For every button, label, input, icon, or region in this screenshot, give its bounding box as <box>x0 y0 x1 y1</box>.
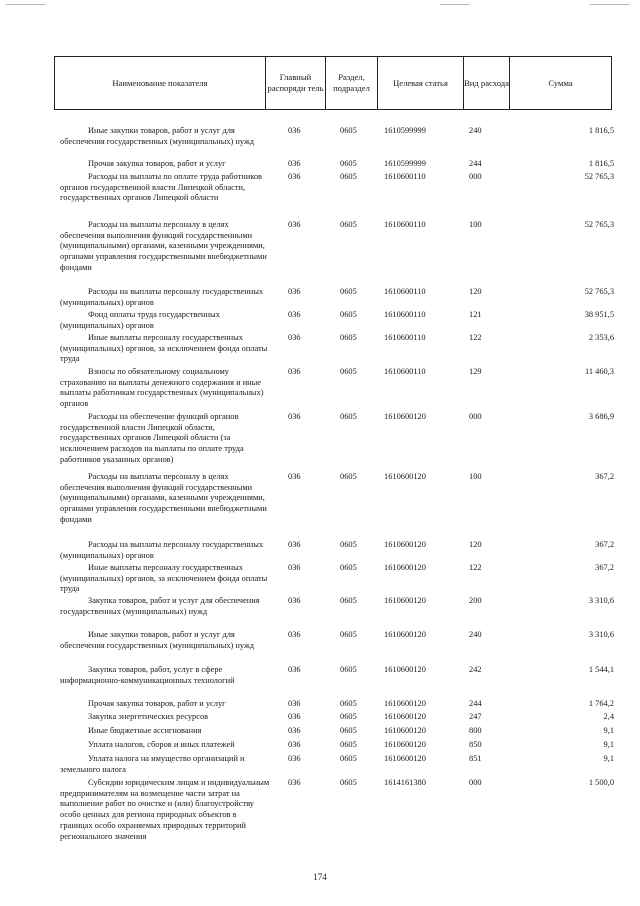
row-vr: 000 <box>469 778 482 787</box>
row-cs: 1610600120 <box>384 540 426 549</box>
row-sum: 9,1 <box>603 740 614 749</box>
row-sum: 3 310,6 <box>588 630 614 639</box>
row-name: Прочая закупка товаров, работ и услуг <box>88 699 226 708</box>
row-cs: 1610599999 <box>384 126 426 135</box>
row-cs: 1610600110 <box>384 287 426 296</box>
row-sum: 9,1 <box>603 754 614 763</box>
row-grbs: 036 <box>288 126 301 135</box>
header-vr: Вид расхода <box>464 57 510 109</box>
row-razdel: 0605 <box>340 287 357 296</box>
row-sum: 367,2 <box>595 563 614 572</box>
scan-artifact <box>590 4 630 5</box>
row-vr: 000 <box>469 412 482 421</box>
row-grbs: 036 <box>288 630 301 639</box>
row-vr: 244 <box>469 159 482 168</box>
row-razdel: 0605 <box>340 726 357 735</box>
row-razdel: 0605 <box>340 472 357 481</box>
row-grbs: 036 <box>288 754 301 763</box>
row-grbs: 036 <box>288 472 301 481</box>
row-vr: 000 <box>469 172 482 181</box>
header-cs: Целевая статья <box>378 57 464 109</box>
row-vr: 240 <box>469 630 482 639</box>
row-razdel: 0605 <box>340 665 357 674</box>
row-cs: 1610599999 <box>384 159 426 168</box>
row-vr: 244 <box>469 699 482 708</box>
row-cs: 1610600120 <box>384 630 426 639</box>
row-razdel: 0605 <box>340 778 357 787</box>
row-name: Расходы на выплаты персоналу государственных (муниципальных) органов <box>60 287 264 307</box>
row-cs: 1610600120 <box>384 596 426 605</box>
row-cs: 1610600110 <box>384 220 426 229</box>
row-vr: 240 <box>469 126 482 135</box>
row-razdel: 0605 <box>340 310 357 319</box>
row-vr: 120 <box>469 540 482 549</box>
row-vr: 850 <box>469 740 482 749</box>
header-razdel: Раздел, подраздел <box>326 57 378 109</box>
row-name: Расходы на обеспечение функций органов государственной власти Липецкой области, государственных органов Липецкой области (за исключением расходов на выплаты по оплате труда работников указанных органов) <box>60 412 244 464</box>
row-grbs: 036 <box>288 712 301 721</box>
row-grbs: 036 <box>288 699 301 708</box>
row-grbs: 036 <box>288 540 301 549</box>
row-cs: 1610600120 <box>384 665 426 674</box>
row-sum: 1 816,5 <box>588 159 614 168</box>
row-razdel: 0605 <box>340 333 357 342</box>
row-razdel: 0605 <box>340 159 357 168</box>
row-razdel: 0605 <box>340 699 357 708</box>
row-vr: 129 <box>469 367 482 376</box>
row-name: Фонд оплаты труда государственных (муниципальных) органов <box>60 310 220 330</box>
row-sum: 367,2 <box>595 540 614 549</box>
row-razdel: 0605 <box>340 712 357 721</box>
row-name: Иные закупки товаров, работ и услуг для обеспечения государственных (муниципальных) нужд <box>60 630 254 650</box>
row-name: Иные выплаты персоналу государственных (муниципальных) органов, за исключением фонда оплаты труда <box>60 563 268 594</box>
page-number: 174 <box>313 872 327 882</box>
row-cs: 1610600120 <box>384 754 426 763</box>
row-vr: 122 <box>469 333 482 342</box>
row-cs: 1610600120 <box>384 699 426 708</box>
row-vr: 120 <box>469 287 482 296</box>
row-cs: 1610600120 <box>384 472 426 481</box>
header-grbs: Главный распоряди тель <box>266 57 326 109</box>
row-cs: 1614161380 <box>384 778 426 787</box>
row-grbs: 036 <box>288 287 301 296</box>
row-vr: 247 <box>469 712 482 721</box>
row-cs: 1610600120 <box>384 412 426 421</box>
row-sum: 52 765,3 <box>584 287 614 296</box>
row-sum: 2,4 <box>603 712 614 721</box>
row-sum: 52 765,3 <box>584 172 614 181</box>
row-grbs: 036 <box>288 159 301 168</box>
row-grbs: 036 <box>288 596 301 605</box>
row-name: Расходы на выплаты персоналу в целях обеспечения выполнения функций государственными (муниципальными) органами, казенными учреждениями, органами управления государственными внебюджетными фондами <box>60 472 267 524</box>
row-vr: 242 <box>469 665 482 674</box>
row-sum: 1 500,0 <box>588 778 614 787</box>
row-razdel: 0605 <box>340 220 357 229</box>
row-sum: 38 951,5 <box>584 310 614 319</box>
row-grbs: 036 <box>288 172 301 181</box>
row-name: Расходы на выплаты персоналу в целях обеспечения выполнения функций государственными (муниципальными) органами, казенными учреждениями, органами управления государственными внебюджетными фондами <box>60 220 267 272</box>
row-grbs: 036 <box>288 563 301 572</box>
row-razdel: 0605 <box>340 740 357 749</box>
row-vr: 121 <box>469 310 482 319</box>
row-name: Расходы на выплаты персоналу государственных (муниципальных) органов <box>60 540 264 560</box>
row-name: Расходы на выплаты по оплате труда работников органов государственной власти Липецкой области, государственных органов Липецкой области <box>60 172 262 203</box>
row-name: Иные бюджетные ассигнования <box>88 726 202 735</box>
row-name: Иные закупки товаров, работ и услуг для обеспечения государственных (муниципальных) нужд <box>60 126 254 146</box>
row-cs: 1610600120 <box>384 712 426 721</box>
row-razdel: 0605 <box>340 412 357 421</box>
row-cs: 1610600110 <box>384 367 426 376</box>
row-grbs: 036 <box>288 726 301 735</box>
row-vr: 851 <box>469 754 482 763</box>
row-razdel: 0605 <box>340 754 357 763</box>
header-sum: Сумма <box>548 77 573 88</box>
row-razdel: 0605 <box>340 630 357 639</box>
row-grbs: 036 <box>288 333 301 342</box>
row-name: Иные выплаты персоналу государственных (муниципальных) органов, за исключением фонда оплаты труда <box>60 333 268 364</box>
row-vr: 100 <box>469 220 482 229</box>
row-sum: 1 816,5 <box>588 126 614 135</box>
row-sum: 2 353,6 <box>588 333 614 342</box>
row-name: Закупка товаров, работ, услуг в сфере информационно-коммуникационных технологий <box>60 665 235 685</box>
row-sum: 3 686,9 <box>588 412 614 421</box>
row-vr: 200 <box>469 596 482 605</box>
row-grbs: 036 <box>288 220 301 229</box>
scan-artifact <box>6 4 46 5</box>
row-name: Прочая закупка товаров, работ и услуг <box>88 159 226 168</box>
row-cs: 1610600110 <box>384 310 426 319</box>
row-name: Субсидии юридическим лицам и индивидуальным предпринимателям на возмещение части затрат на выполнение работ по очистке и (или) благоустройству особо ценных для региона природных объектов в границах особо охраняемых природных территорий регионального значения <box>60 778 270 841</box>
row-cs: 1610600120 <box>384 740 426 749</box>
row-cs: 1610600110 <box>384 172 426 181</box>
row-name: Взносы по обязательному социальному страхованию на выплаты денежного содержания и иные выплаты работникам государственных (муниципальных) органов <box>60 367 264 409</box>
row-grbs: 036 <box>288 665 301 674</box>
table-header <box>54 56 612 110</box>
row-sum: 3 310,6 <box>588 596 614 605</box>
row-cs: 1610600120 <box>384 726 426 735</box>
row-name: Уплата налогов, сборов и иных платежей <box>88 740 235 749</box>
row-razdel: 0605 <box>340 540 357 549</box>
row-sum: 52 765,3 <box>584 220 614 229</box>
row-razdel: 0605 <box>340 367 357 376</box>
header-name: Наименование показателя <box>55 57 266 109</box>
row-grbs: 036 <box>288 740 301 749</box>
row-cs: 1610600120 <box>384 563 426 572</box>
row-cs: 1610600110 <box>384 333 426 342</box>
row-vr: 122 <box>469 563 482 572</box>
scan-artifact <box>440 4 470 5</box>
row-sum: 1 764,2 <box>588 699 614 708</box>
row-sum: 1 544,1 <box>588 665 614 674</box>
row-grbs: 036 <box>288 310 301 319</box>
row-name: Закупка энергетических ресурсов <box>88 712 209 721</box>
row-sum: 9,1 <box>603 726 614 735</box>
row-razdel: 0605 <box>340 126 357 135</box>
row-grbs: 036 <box>288 778 301 787</box>
row-name: Уплата налога на имущество организаций и земельного налога <box>60 754 245 774</box>
row-grbs: 036 <box>288 412 301 421</box>
row-grbs: 036 <box>288 367 301 376</box>
row-razdel: 0605 <box>340 596 357 605</box>
row-name: Закупка товаров, работ и услуг для обеспечения государственных (муниципальных) нужд <box>60 596 260 616</box>
row-sum: 367,2 <box>595 472 614 481</box>
row-sum: 11 460,3 <box>584 367 614 376</box>
row-razdel: 0605 <box>340 563 357 572</box>
row-vr: 800 <box>469 726 482 735</box>
row-razdel: 0605 <box>340 172 357 181</box>
row-vr: 100 <box>469 472 482 481</box>
